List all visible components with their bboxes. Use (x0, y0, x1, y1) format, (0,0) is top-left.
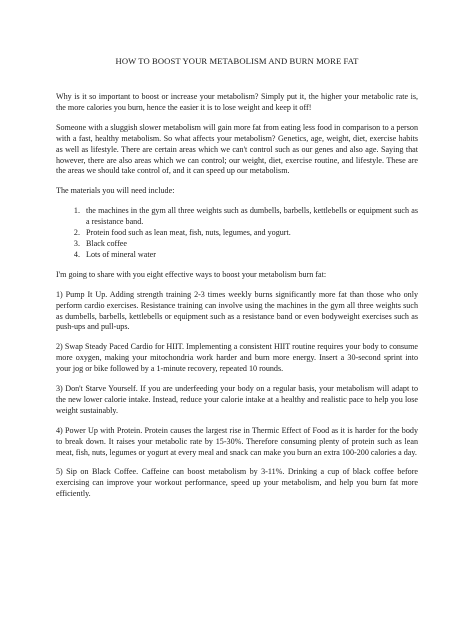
way-paragraph-5: 5) Sip on Black Coffee. Caffeine can boost metabolism by 3-11%. Drinking a cup of black coffee before exercising can improve your workout performance, speed up your metabolism, and help you burn fat more efficiently. (56, 467, 418, 499)
way-paragraph-4: 4) Power Up with Protein. Protein causes the largest rise in Thermic Effect of Food as it is harder for the body to break down. It raises your metabolic rate by 15-30%. Therefore consuming plenty of protein such as lean meat, fish, nuts, legumes or yogurt at every meal and snack can make you burn an extra 100-200 calories a day. (56, 425, 418, 457)
materials-lead: The materials you will need include: (56, 186, 175, 196)
intro-paragraph-2: Someone with a sluggish slower metabolism will gain more fat from eating less food in comparison to a person with a fast, healthy metabolism. So what affects your metabolism? Genetics, age, weight, diet, exercise habits as well as lifestyle. There are certain areas which we can't control such as our genes and also age. Saying that however, there are also areas which we can control; our weight, diet, exercise routine, and lifestyle. These are the areas we should take control of, and it can speed up our metabolism. (56, 122, 418, 176)
materials-list (56, 206, 418, 261)
way-paragraph-3: 3) Don't Starve Yourself. If you are underfeeding your body on a regular basis, your metabolism will adapt to the new lower calorie intake. Instead, reduce your calorie intake at a healthy and realistic pace to help you lose weight sustainably. (56, 384, 418, 415)
document-body (56, 92, 418, 509)
materials-item: 1. the machines in the gym all three weights such as dumbells, barbells, kettlebells or equipment such as a resistance band. (82, 206, 418, 228)
materials-item: 2. Protein food such as lean meat, fish, nuts, legumes, and yogurt. (82, 228, 418, 239)
intro-paragraph-1: Why is it so important to boost or increase your metabolism? Simply put it, the higher your metabolic rate is, the more calories you burn, hence the easier it is to lose weight and keep it off! (56, 92, 418, 112)
way-paragraph-1: 1) Pump It Up. Adding strength training 2-3 times weekly burns significantly more fat than those who only perform cardio exercises. Resistance training can involve using the machines in the gym all three weights such as dumbells, barbells, kettlebells or equipment such as a resistance band or even bodyweight exercises such as push-ups and pull-ups. (56, 289, 418, 332)
materials-item: 3. Black coffee (82, 239, 418, 250)
ways-lead: I'm going to share with you eight effective ways to boost your metabolism burn fat: (56, 269, 327, 279)
materials-item: 4. Lots of mineral water (82, 250, 418, 261)
way-paragraph-2: 2) Swap Steady Paced Cardio for HIIT. Implementing a consistent HIIT routine requires your body to consume more oxygen, making your mitochondria work harder and burn more energy. Insert a 30-second sprint into your jog or bike followed by a 1-minute recovery, repeated 10 rounds. (56, 342, 418, 374)
document-title: HOW TO BOOST YOUR METABOLISM AND BURN MORE FAT (115, 56, 359, 66)
